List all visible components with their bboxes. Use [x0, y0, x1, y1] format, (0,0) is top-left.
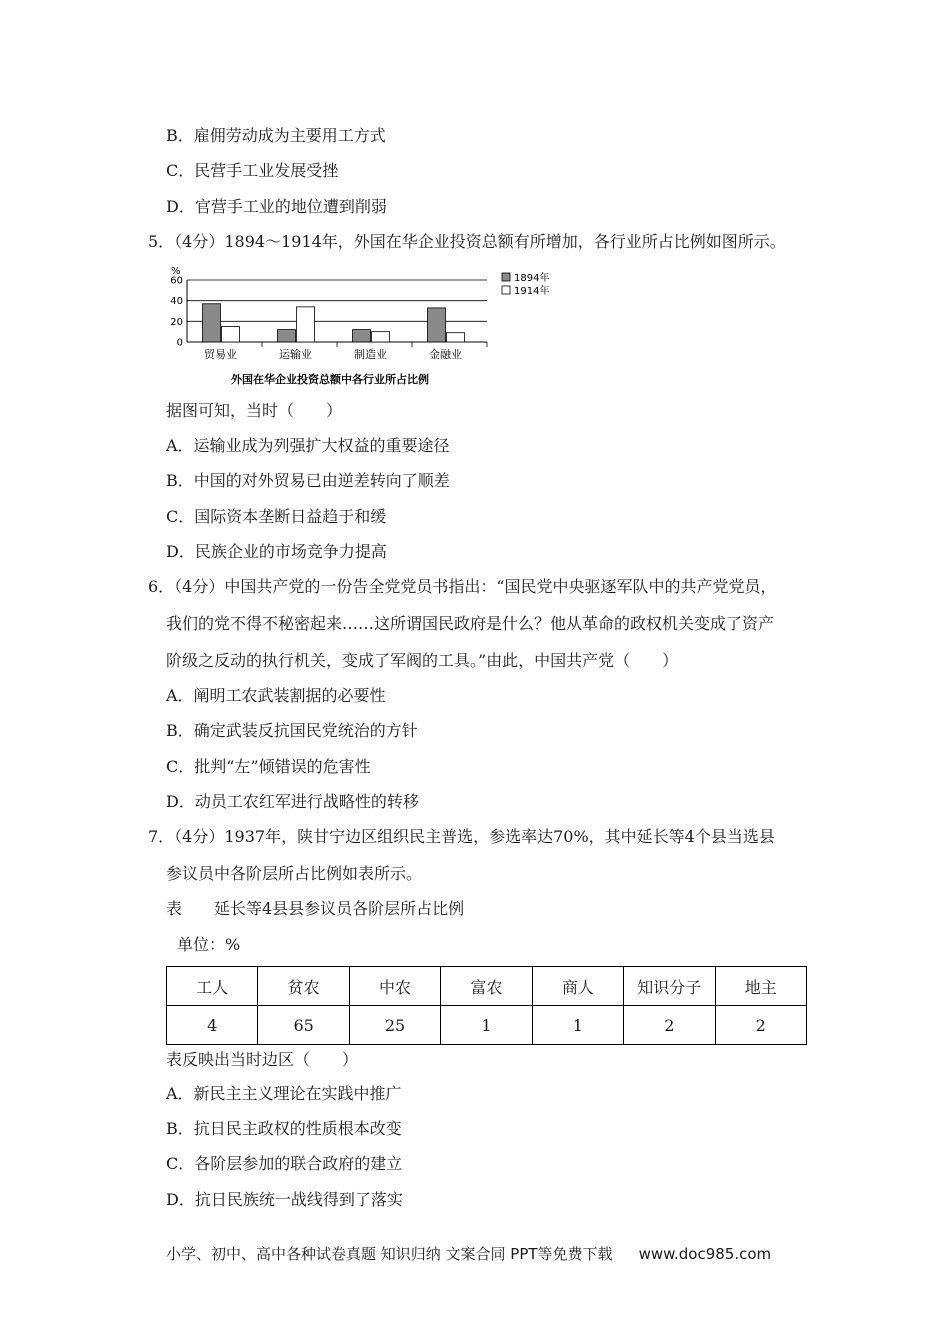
chart-legend-swatch — [502, 286, 510, 294]
q5-prompt: 据图可知，当时（ ） — [166, 401, 343, 420]
q7-prompt: 表反映出当时边区（ ） — [166, 1050, 359, 1069]
table-header-cell: 富农 — [441, 967, 532, 1006]
chart-ylabel: % — [171, 266, 181, 277]
table-cell: 65 — [258, 1006, 349, 1045]
chart-ytick-label: 60 — [170, 275, 183, 287]
table-header-cell: 商人 — [532, 967, 623, 1006]
q5-option-a: A．运输业成为列强扩大权益的重要途径 — [166, 436, 450, 455]
q4-option-c: C．民营手工业发展受挫 — [166, 161, 339, 180]
q7-stem-line2: 参议员中各阶层所占比例如表所示。 — [166, 864, 423, 883]
chart-bar — [353, 330, 371, 342]
chart-bar — [428, 308, 446, 342]
table-header-cell: 贫农 — [258, 967, 349, 1006]
table-header-cell: 工人 — [167, 967, 258, 1006]
q5-bar-chart — [165, 262, 565, 392]
table-cell: 2 — [715, 1006, 807, 1045]
table-cell: 4 — [167, 1006, 258, 1045]
q6-stem-line3: 阶级之反动的执行机关，变成了军阀的工具。”由此，中国共产党（ ） — [166, 651, 679, 670]
table-header-cell: 地主 — [715, 967, 807, 1006]
chart-xtick-label: 贸易业 — [204, 348, 237, 361]
q5-stem: 5．（4分）1894～1914年，外国在华企业投资总额有所增加，各行业所占比例如图所示。 — [148, 232, 786, 251]
footer-text: 小学、初中、高中各种试卷真题 知识归纳 文案合同 PPT等免费下载 — [166, 1245, 613, 1263]
page-footer — [166, 1244, 771, 1264]
chart-legend-label: 1894年 — [514, 273, 550, 284]
table-header-cell: 中农 — [349, 967, 440, 1006]
table-cell: 25 — [349, 1006, 440, 1045]
chart-title: 外国在华企业投资总额中各行业所占比例 — [231, 373, 429, 386]
table-row — [167, 1006, 807, 1045]
q6-option-b: B．确定武装反抗国民党统治的方针 — [166, 721, 418, 740]
q7-data-table — [166, 966, 807, 1045]
q5-option-b: B．中国的对外贸易已由逆差转向了顺差 — [166, 471, 450, 490]
q7-table-unit: 单位：% — [177, 935, 241, 954]
q6-option-d: D．动员工农红军进行战略性的转移 — [166, 792, 419, 811]
q7-table-caption: 表 延长等4县县参议员各阶层所占比例 — [166, 899, 465, 918]
q7-option-d: D．抗日民族统一战线得到了落实 — [166, 1190, 403, 1209]
q6-stem-line1: 6．（4分）中国共产党的一份告全党党员书指出：“国民党中央驱逐军队中的共产党党员， — [148, 577, 777, 596]
chart-ytick-label: 40 — [170, 296, 183, 308]
q6-option-c: C．批判“左”倾错误的危害性 — [166, 757, 371, 776]
q6-stem-line2: 我们的党不得不秘密起来……这所谓国民政府是什么？他从革命的政权机关变成了资产 — [166, 614, 775, 633]
chart-bar — [372, 332, 390, 342]
table-cell: 1 — [532, 1006, 623, 1045]
table-cell: 1 — [441, 1006, 532, 1045]
chart-bar — [203, 304, 221, 342]
chart-xtick-label: 金融业 — [429, 348, 462, 361]
chart-legend-label: 1914年 — [514, 286, 550, 297]
chart-bar — [447, 333, 465, 342]
footer-link[interactable]: www.doc985.com — [638, 1245, 772, 1263]
chart-bar — [222, 327, 240, 343]
q4-option-b: B．雇佣劳动成为主要用工方式 — [166, 126, 386, 145]
table-header-cell: 知识分子 — [624, 967, 715, 1006]
q7-option-c: C．各阶层参加的联合政府的建立 — [166, 1154, 403, 1173]
q4-option-d: D．官营手工业的地位遭到削弱 — [166, 197, 387, 216]
q5-option-c: C．国际资本垄断日益趋于和缓 — [166, 507, 387, 526]
q7-stem-line1: 7．（4分）1937年，陕甘宁边区组织民主普选，参选率达70%，其中延长等4个县当选县 — [148, 827, 775, 846]
q7-option-b: B．抗日民主政权的性质根本改变 — [166, 1119, 402, 1138]
chart-bar — [278, 330, 296, 342]
chart-ytick-label: 0 — [176, 337, 183, 349]
chart-legend-swatch — [502, 273, 510, 281]
chart-xtick-label: 运输业 — [279, 348, 312, 361]
q5-option-d: D．民族企业的市场竞争力提高 — [166, 542, 387, 561]
chart-xtick-label: 制造业 — [354, 348, 387, 361]
table-header-row — [167, 967, 807, 1006]
table-cell: 2 — [624, 1006, 715, 1045]
chart-bar — [297, 307, 315, 342]
q6-option-a: A．阐明工农武装割据的必要性 — [166, 686, 386, 705]
chart-ytick-label: 20 — [170, 316, 183, 328]
q7-option-a: A．新民主主义理论在实践中推广 — [166, 1084, 402, 1103]
